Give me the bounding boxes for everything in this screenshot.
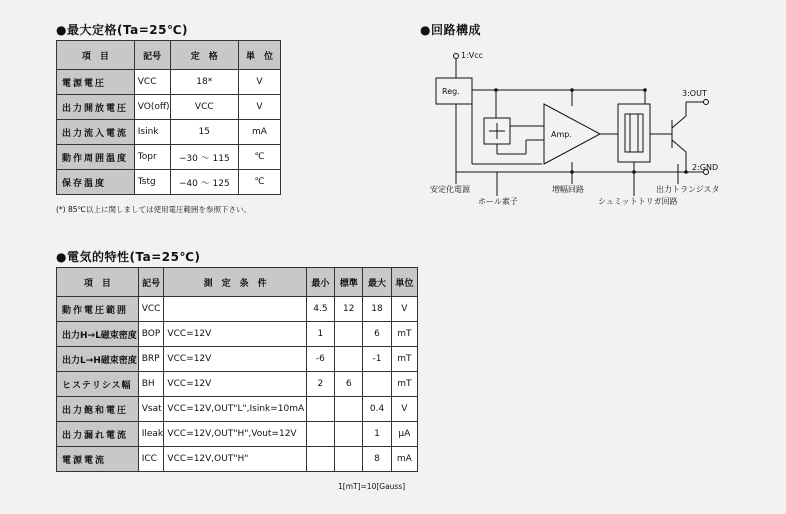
row-typ [335,322,363,347]
row-symbol: BH [138,372,164,397]
row-unit: mT [391,372,417,397]
row-unit: mT [391,322,417,347]
table-row [57,397,418,422]
row-min [306,397,334,422]
row-rating: VCC [170,95,238,120]
row-min: 4.5 [306,297,334,322]
abs-max-title: ●最大定格(Ta=25℃) [56,23,188,37]
hall-label: ホール素子 [478,197,518,206]
row-item: 出力流入電流 [57,120,135,145]
row-unit: V [238,70,280,95]
abs-max-table [56,40,281,195]
row-min [306,447,334,472]
row-unit: ℃ [238,170,280,195]
gauss-conversion-note: 1[mT]=10[Gauss] [338,482,406,491]
row-min [306,422,334,447]
vcc-terminal-icon [454,54,459,59]
header-item: 項 目 [57,41,135,70]
row-symbol: VCC [138,297,164,322]
row-item: ヒステリシス幅 [57,372,139,397]
row-item: 出力漏れ電流 [57,422,139,447]
row-unit: V [238,95,280,120]
row-unit: V [391,297,417,322]
header-unit: 単 位 [238,41,280,70]
circuit-diagram [420,36,730,216]
row-max: -1 [363,347,391,372]
row-symbol: BRP [138,347,164,372]
table-row [57,447,418,472]
electrical-title: ●電気的特性(Ta=25℃) [56,250,201,264]
row-condition: VCC=12V,OUT"L",Isink=10mA [164,397,306,422]
table-row [57,95,281,120]
row-item: 出力L→H磁束密度 [57,347,139,372]
row-item: 動作電圧範囲 [57,297,139,322]
row-rating: 15 [170,120,238,145]
amplifier-label: 増幅回路 [552,185,584,194]
row-max: 8 [363,447,391,472]
vcc-label: 1:Vcc [461,51,484,60]
row-rating: −30 ～ 115 [170,145,238,170]
row-symbol: Tstg [134,170,170,195]
row-symbol: BOP [138,322,164,347]
table-row [57,322,418,347]
header-symbol: 記号 [138,268,164,297]
header-min: 最小 [306,268,334,297]
circuit-title: ●回路構成 [420,23,481,37]
out-label: 3:OUT [682,89,707,98]
header-item: 項 目 [57,268,139,297]
row-condition: VCC=12V [164,372,306,397]
schmitt-trigger-block [618,104,650,162]
row-min: 1 [306,322,334,347]
row-rating: 18* [170,70,238,95]
row-item: 保存温度 [57,170,135,195]
table-row [57,170,281,195]
row-typ: 12 [335,297,363,322]
row-item: 出力H→L磁束密度 [57,322,139,347]
header-unit: 単位 [391,268,417,297]
row-min: -6 [306,347,334,372]
row-condition: VCC=12V [164,322,306,347]
gnd-label: 2:GND [692,163,719,172]
reg-label: Reg. [442,87,460,96]
row-max [363,372,391,397]
row-rating: −40 ～ 125 [170,170,238,195]
row-unit: μA [391,422,417,447]
abs-max-footnote: (*) 85℃以上に関しましては使用電圧範囲を参照下さい。 [56,205,251,214]
row-item: 電源電圧 [57,70,135,95]
row-item: 動作周囲温度 [57,145,135,170]
row-condition: VCC=12V,OUT"H",Vout=12V [164,422,306,447]
electrical-header-row [57,268,418,297]
row-typ [335,447,363,472]
header-max: 最大 [363,268,391,297]
row-unit: V [391,397,417,422]
row-item: 出力飽和電圧 [57,397,139,422]
row-symbol: VO(off) [134,95,170,120]
header-condition: 測 定 条 件 [164,268,306,297]
row-max: 1 [363,422,391,447]
row-condition: VCC=12V,OUT"H" [164,447,306,472]
transistor-label: 出力トランジスタ [656,185,720,194]
out-terminal-icon [704,100,709,105]
row-unit: ℃ [238,145,280,170]
row-symbol: Vsat [138,397,164,422]
stabilizer-label: 安定化電源 [430,185,470,194]
row-condition [164,297,306,322]
header-typ: 標準 [335,268,363,297]
header-rating: 定 格 [170,41,238,70]
row-max: 6 [363,322,391,347]
row-symbol: ICC [138,447,164,472]
row-min: 2 [306,372,334,397]
electrical-table [56,267,418,472]
table-row [57,145,281,170]
row-unit: mT [391,347,417,372]
row-symbol: Ileak [138,422,164,447]
row-item: 電源電流 [57,447,139,472]
row-symbol: VCC [134,70,170,95]
row-item: 出力開放電圧 [57,95,135,120]
row-typ [335,347,363,372]
abs-max-header-row [57,41,281,70]
row-max: 0.4 [363,397,391,422]
amp-label: Amp. [551,130,572,139]
row-condition: VCC=12V [164,347,306,372]
table-row [57,372,418,397]
row-max: 18 [363,297,391,322]
header-symbol: 記号 [134,41,170,70]
table-row [57,422,418,447]
row-typ: 6 [335,372,363,397]
row-unit: mA [238,120,280,145]
row-symbol: Topr [134,145,170,170]
table-row [57,120,281,145]
row-typ [335,397,363,422]
table-row [57,347,418,372]
row-typ [335,422,363,447]
row-symbol: Isink [134,120,170,145]
table-row [57,297,418,322]
table-row [57,70,281,95]
row-unit: mA [391,447,417,472]
schmitt-label: シュミットトリガ回路 [598,197,678,206]
